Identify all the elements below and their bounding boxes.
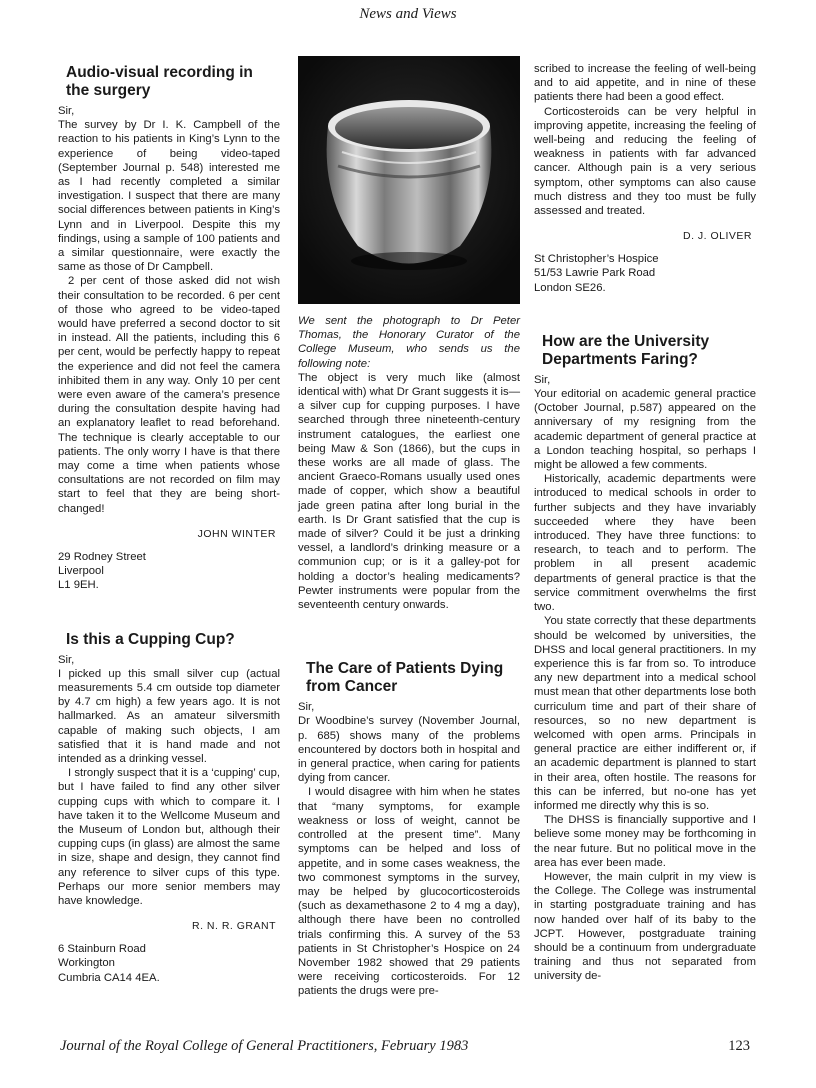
column-left	[58, 56, 280, 985]
column-right	[534, 62, 756, 984]
silver-cup-image	[298, 56, 520, 304]
letter-title: How are the University Departments Faring?	[542, 332, 710, 368]
address-line: London SE26.	[534, 281, 606, 294]
page-number: 123	[728, 1038, 750, 1054]
address-line: 51/53 Lawrie Park Road	[534, 267, 656, 280]
address	[58, 550, 280, 593]
address	[534, 252, 756, 295]
letter-title: The Care of Patients Dying from Cancer	[306, 660, 504, 696]
address-line: 29 Rodney Street	[58, 550, 146, 563]
letter-paragraph: You state correctly that these departments should be welcomed by universities, the DHSS and local general practitioners. In my experience this is far from so. To introduce any new department into a medical school must mean that other departments lose both curriculum time and part of their share of resources, so no new department is welcomed with open arms. Principals in general practice are either indifferent or, if an academic department is planned to start in their area, often hostile. The reasons for this can be inferred, but no-one has yet informed me directly why this is so.	[534, 615, 756, 812]
signature: D. J. OLIVER	[682, 230, 752, 243]
address-line: Cumbria CA14 4EA.	[58, 971, 160, 984]
letter-title: Audio-visual recording in the surgery	[66, 64, 253, 99]
address-line: St Christopher’s Hospice	[534, 253, 659, 266]
salutation: Sir,	[58, 653, 75, 666]
salutation: Sir,	[58, 105, 75, 117]
letter-paragraph: However, the main culprit in my view is the College. The College was instrumental in starting postgraduate training and has now handed over half of its baby to the JCPT. However, postgraduate training should be a continuum from undergraduate training and thus not separated from university de-	[534, 870, 756, 983]
letter-paragraph: I strongly suspect that it is a ‘cupping’ cup, but I have failed to find any other silver cupping cups with which to compare it. I have taken it to the Wellcome Museum and the Museum of London but, although their cupping cups (in glass) are almost the same in size, shape and design, they cannot find any reference to silver cups of this type. Perhaps our more senior members may have knowledge.	[58, 767, 280, 907]
salutation: Sir,	[298, 701, 315, 714]
address	[58, 942, 280, 985]
letter-paragraph: The survey by Dr I. K. Campbell of the reaction to his patients in King’s Lynn to the experience of being video-taped (September Journal p. 548) interested me as I had recently completed a similar investigation. I suspect that there are many social differences between patients in King’s Lynn and in Liverpool. Despite this my findings, using a sample of 100 patients and a similar questionnaire, were exactly the same as those of Dr Campbell.	[58, 119, 280, 274]
journal-footer: Journal of the Royal College of General Practitioners, February 1983	[60, 1038, 469, 1054]
letter-paragraph: Dr Woodbine’s survey (November Journal, p. 685) shows many of the problems encountered by doctors both in hospital and in general practice, when caring for patients dying from cancer.	[298, 715, 520, 785]
letter-paragraph: Your editorial on academic general practice (October Journal, p.587) appeared on the anniversary of my resigning from the academic department of general practice at a London teaching hospital, so perhaps I might be allowed a few comments.	[534, 388, 756, 472]
letter-paragraph: The DHSS is financially supportive and I believe some money may be forthcoming in the near future. But no political move in the area has ever been made.	[534, 814, 756, 869]
note-text: The object is very much like (almost identical with) what Dr Grant suggests it is—a silver cup for cupping purposes. I have searched through three nineteenth-century instrument catalogues, the earliest one being Maw & Son (1866), but the cups in these works are all made of glass. The ancient Graeco-Romans usually used ones made of copper, which show a beautiful jade green patina after long burial in the earth. Is Dr Grant satisfied that the cup is made of silver? Could it be just a drinking vessel, a landlord’s drinking measure or a communion cup; or is it a galley-pot for holding a doctor’s healing medicaments? Pewter instruments were popular from the seventeenth century onwards.	[298, 371, 520, 612]
section-header: News and Views	[359, 6, 457, 22]
letter-paragraph: 2 per cent of those asked did not wish their consultation to be recorded. 6 per cent of those who agreed to be video-taped would have preferred a second doctor to sit in instead. All the patients, including this 6 per cent, would be perfectly happy to repeat the experience and did not feel the camera inhibited them in any way. Only 10 per cent were even aware of the camera’s presence during the consultation despite having had an explanatory leaflet to read beforehand. The technique is clearly acceptable to our patients. The only worry I have is that there may come a time when patients whose consultations are not recorded on film may start to feel that they are being short-changed!	[58, 275, 280, 515]
photo-caption: We sent the photograph to Dr Peter Thomas, the Honorary Curator of the College Museum, who sends us the following note:	[298, 315, 520, 370]
address-line: L1 9EH.	[58, 579, 99, 592]
address-line: 6 Stainburn Road	[58, 943, 146, 956]
letter-paragraph: I picked up this small silver cup (actual measurements 5.4 cm outside top diameter by 4.7 cm high) a few years ago. It is not hallmarked. As an amateur silversmith capable of making such objects, I am satisfied that it is hand made and not intended as a drinking vessel.	[58, 667, 280, 765]
letter-paragraph: Historically, academic departments were introduced to medical schools in order to further subjects and they have invariably succeeded where they have been introduced. They have three functions: to research, to teach and to perform. The problem in all present academic departments of general practice is that the service commitment overwhelms the first two.	[534, 473, 756, 614]
letter-paragraph: I would disagree with him when he states that “many symptoms, for example weakness or loss of weight, cannot be controlled at the present time”. Many symptoms can be helped and loss of appetite, and in some cases weakness, the two commonest symptoms in the survey, may be helped by glucocorticosteroids (such as dexamethasone 2 to 4 mg a day), although there have been no controlled trials confirming this. A survey of the 53 patients in St Christopher’s Hospice on 24 November 1982 showed that 29 patients were receiving corticosteroids. For 12 patients the drugs were pre-	[298, 786, 520, 998]
salutation: Sir,	[534, 373, 551, 386]
letter-paragraph: Corticosteroids can be very helpful in improving appetite, increasing the feeling of well-being and reducing the feeling of weakness in patients with far advanced cancer. Although pain is a very serious symptom, other symptoms can also cause much distress and they too must be fully assessed and treated.	[534, 105, 756, 218]
address-line: Workington	[58, 957, 115, 970]
signature: JOHN WINTER	[197, 527, 276, 540]
signature: R. N. R. GRANT	[191, 920, 276, 933]
address-line: Liverpool	[58, 565, 104, 578]
column-middle	[298, 56, 520, 999]
letter-title: Is this a Cupping Cup?	[66, 630, 235, 648]
letter-paragraph-continued: scribed to increase the feeling of well-being and to aid appetite, and in nine of these patients there had been a good effect.	[534, 63, 756, 104]
cup-photograph	[298, 56, 520, 304]
